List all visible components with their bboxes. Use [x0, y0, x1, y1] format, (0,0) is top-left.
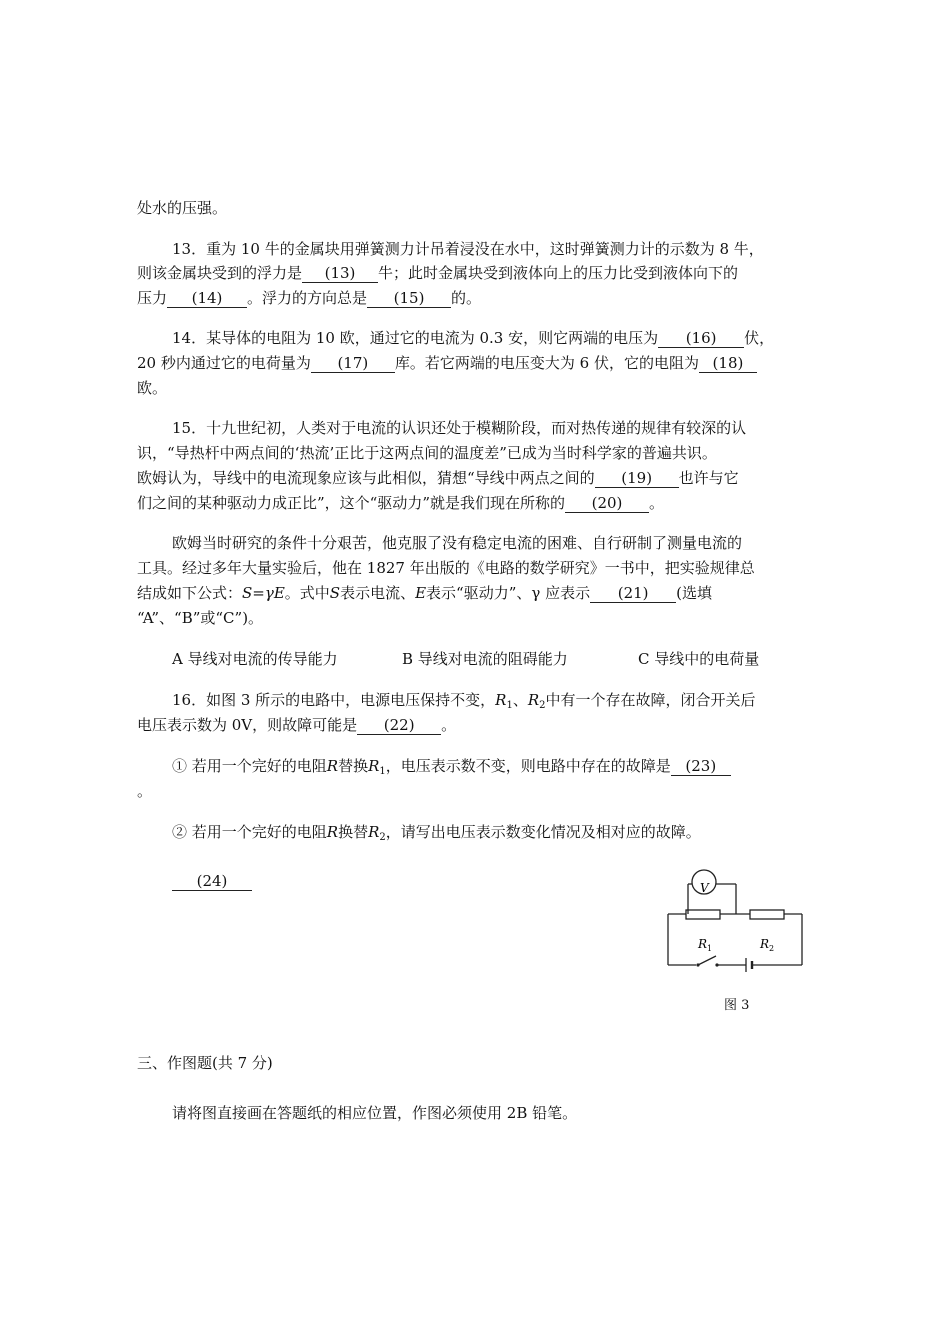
circuit-diagram — [660, 866, 810, 976]
option-a: A 导线对电流的传导能力 — [172, 650, 338, 668]
q15-line1: 15．十九世纪初，人类对于电流的认识还处于模糊阶段，而对热传递的规律有较深的认 — [172, 419, 747, 437]
section-3-instruction: 请将图直接画在答题纸的相应位置，作图必须使用 2B 铅笔。 — [172, 1104, 578, 1122]
voltmeter-label: V — [700, 881, 709, 895]
q14-line1: 14．某导体的电阻为 10 欧，通过它的电流为 0.3 安，则它两端的电压为 (16) 伏， — [172, 329, 775, 347]
switch-icon — [698, 956, 716, 965]
q15-line2: 识，“导热杆中两点间的‘热流’正比于这两点间的温度差”已成为当时科学家的普遍共识。 — [137, 444, 717, 462]
q16-line1: 16．如图 3 所示的电路中，电源电压保持不变，$R_1$、$R_2$中有一个存在故障，闭合开关后 — [172, 691, 756, 711]
blank-18: (18) — [699, 355, 757, 373]
q16-line2: 电压表示数为 0V，则故障可能是 (22) 。 — [137, 716, 457, 734]
r1-label: $R_1$ — [698, 937, 713, 953]
option-b: B 导线对电流的阻碍能力 — [402, 650, 568, 668]
q16-sub2: ② 若用一个完好的电阻R换替$R_2$，请写出电压表示数变化情况及相对应的故障。 — [172, 823, 701, 843]
figure-caption: 图 3 — [724, 998, 750, 1013]
q12-tail: 处水的压强。 — [137, 199, 228, 217]
blank-17: (17) — [311, 355, 395, 373]
q14-line3: 欧。 — [137, 379, 168, 397]
q16-answer — [172, 871, 252, 891]
q15-line4: 们之间的某种驱动力成正比”，这个“驱动力”就是我们现在所称的 (20) 。 — [137, 494, 665, 512]
formula: S=γE — [242, 584, 285, 602]
blank-22: (22) — [357, 717, 441, 735]
q13-line2: 则该金属块受到的浮力是 (13) 牛；此时金属块受到液体向上的压力比受到液体向下的 — [137, 264, 739, 282]
resistor-r1-icon — [686, 910, 720, 919]
blank-13: (13) — [302, 265, 378, 283]
blank-20: (20) — [565, 495, 649, 513]
blank-21: (21) — [590, 585, 676, 603]
option-c: C 导线中的电荷量 — [638, 650, 760, 668]
q13-line3: 压力 (14) 。浮力的方向总是 (15) 的。 — [137, 289, 482, 307]
q13-line1: 13．重为 10 牛的金属块用弹簧测力计吊着浸没在水中，这时弹簧测力计的示数为 8 牛， — [172, 240, 764, 258]
q16-sub1-end: 。 — [137, 782, 153, 800]
q15-p2-line2: 工具。经过多年大量实验后，他在 1827 年出版的《电路的数学研究》一书中，把实验规律总 — [137, 559, 755, 577]
blank-19: (19) — [595, 470, 679, 488]
blank-14: (14) — [167, 290, 247, 308]
q15-line3: 欧姆认为，导线中的电流现象应该与此相似，猜想“导线中两点之间的 (19) 也许与它 — [137, 469, 739, 487]
q15-p2-line3: 结成如下公式：S=γE。式中S表示电流、E表示“驱动力”、γ 应表示 (21) (选填 — [137, 584, 712, 602]
blank-24: (24) — [172, 873, 252, 891]
resistor-r2-icon — [750, 910, 784, 919]
q15-p2-line4: “A”、“B”或“C”)。 — [137, 609, 264, 627]
r2-label: $R_2$ — [760, 937, 775, 953]
q16-sub1: ① 若用一个完好的电阻R替换$R_1$，电压表示数不变，则电路中存在的故障是 (23) — [172, 756, 731, 776]
blank-16: (16) — [658, 330, 744, 348]
q15-p2-line1: 欧姆当时研究的条件十分艰苦，他克服了没有稳定电流的困难、自行研制了测量电流的 — [172, 534, 743, 552]
blank-23: (23) — [671, 758, 731, 776]
section-3-title: 三、作图题(共 7 分) — [137, 1054, 273, 1072]
q14-line2: 20 秒内通过它的电荷量为 (17) 库。若它两端的电压变大为 6 伏，它的电阻为 (18) — [137, 353, 757, 373]
blank-15: (15) — [367, 290, 451, 308]
